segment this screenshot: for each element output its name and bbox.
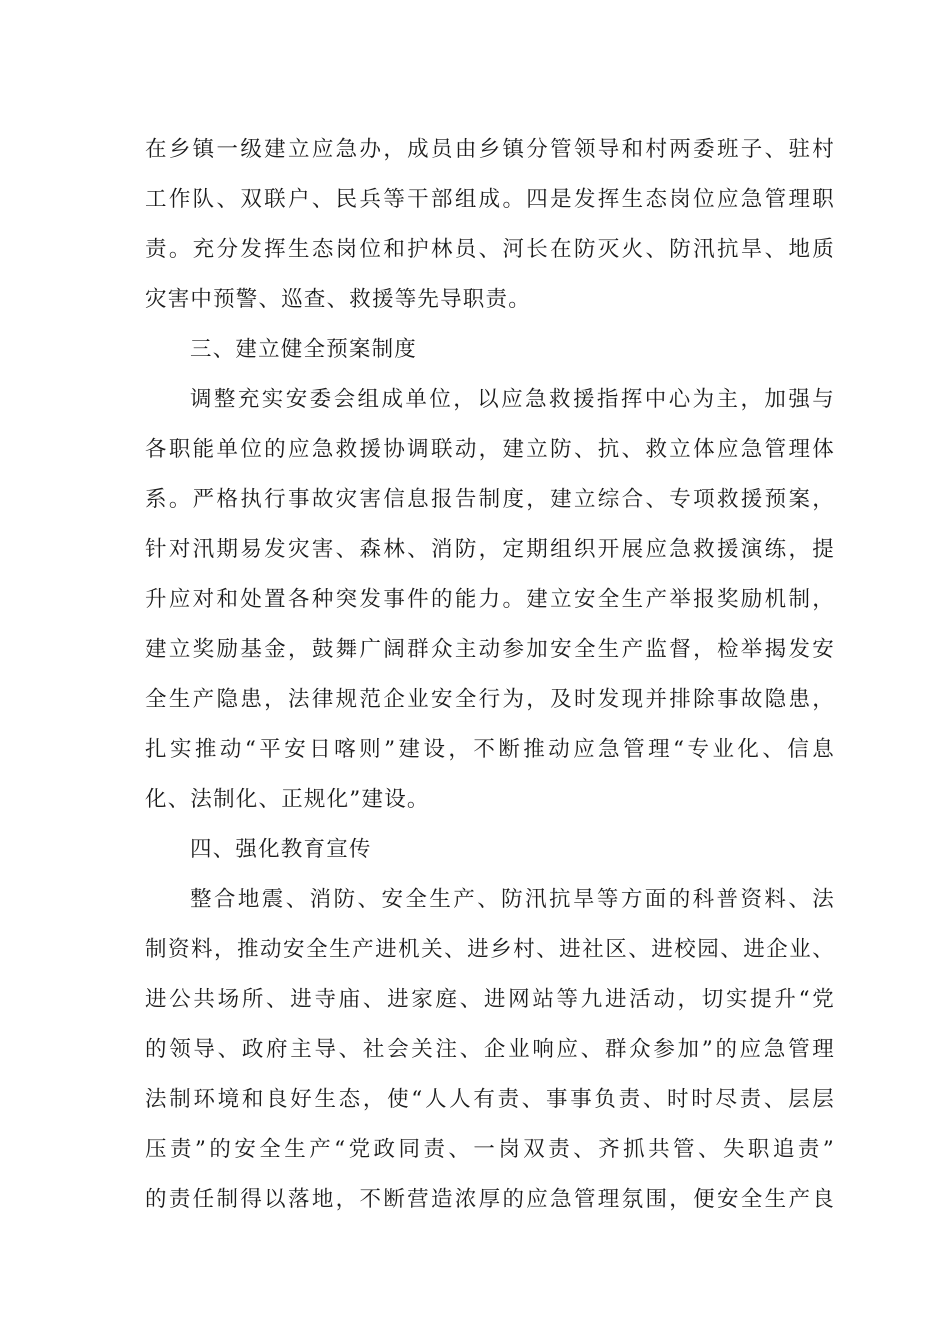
paragraph-line: 针对汛期易发灾害、森林、消防，定期组织开展应急救援演练，提 xyxy=(145,537,835,562)
paragraph-line: 各职能单位的应急救援协调联动，建立防、抗、救立体应急管理体 xyxy=(145,437,835,462)
paragraph-line: 在乡镇一级建立应急办，成员由乡镇分管领导和村两委班子、驻村 xyxy=(145,137,835,162)
section-heading: 三、建立健全预案制度 xyxy=(190,337,418,362)
paragraph-line: 工作队、双联户、民兵等干部组成。四是发挥生态岗位应急管理职 xyxy=(145,187,835,212)
paragraph-line: 化、法制化、正规化”建设。 xyxy=(145,787,430,812)
paragraph-line: 制资料，推动安全生产进机关、进乡村、进社区、进校园、进企业、 xyxy=(145,937,835,962)
paragraph-line: 系。严格执行事故灾害信息报告制度，建立综合、专项救援预案， xyxy=(145,487,835,512)
paragraph-line: 建立奖励基金，鼓舞广阔群众主动参加安全生产监督，检举揭发安 xyxy=(145,637,835,662)
paragraph-line: 的领导、政府主导、社会关注、企业响应、群众参加”的应急管理 xyxy=(145,1037,835,1062)
paragraph-line: 全生产隐患，法律规范企业安全行为，及时发现并排除事故隐患， xyxy=(145,687,835,712)
paragraph-line: 灾害中预警、巡查、救援等先导职责。 xyxy=(145,287,531,312)
section-heading: 四、强化教育宣传 xyxy=(190,837,372,862)
paragraph-line: 调整充实安委会组成单位，以应急救援指挥中心为主，加强与 xyxy=(190,387,835,412)
paragraph-line: 扎实推动“平安日喀则”建设，不断推动应急管理“专业化、信息 xyxy=(145,737,835,762)
paragraph-line: 责。充分发挥生态岗位和护林员、河长在防灭火、防汛抗旱、地质 xyxy=(145,237,835,262)
paragraph-line: 压责”的安全生产“党政同责、一岗双责、齐抓共管、失职追责” xyxy=(145,1137,835,1162)
paragraph-line: 的责任制得以落地，不断营造浓厚的应急管理氛围，便安全生产良 xyxy=(145,1187,835,1212)
paragraph-line: 法制环境和良好生态，使“人人有责、事事负责、时时尽责、层层 xyxy=(145,1087,835,1112)
paragraph-line: 整合地震、消防、安全生产、防汛抗旱等方面的科普资料、法 xyxy=(190,887,835,912)
paragraph-line: 进公共场所、进寺庙、进家庭、进网站等九进活动，切实提升“党 xyxy=(145,987,835,1012)
paragraph-line: 升应对和处置各种突发事件的能力。建立安全生产举报奖励机制， xyxy=(145,587,835,612)
